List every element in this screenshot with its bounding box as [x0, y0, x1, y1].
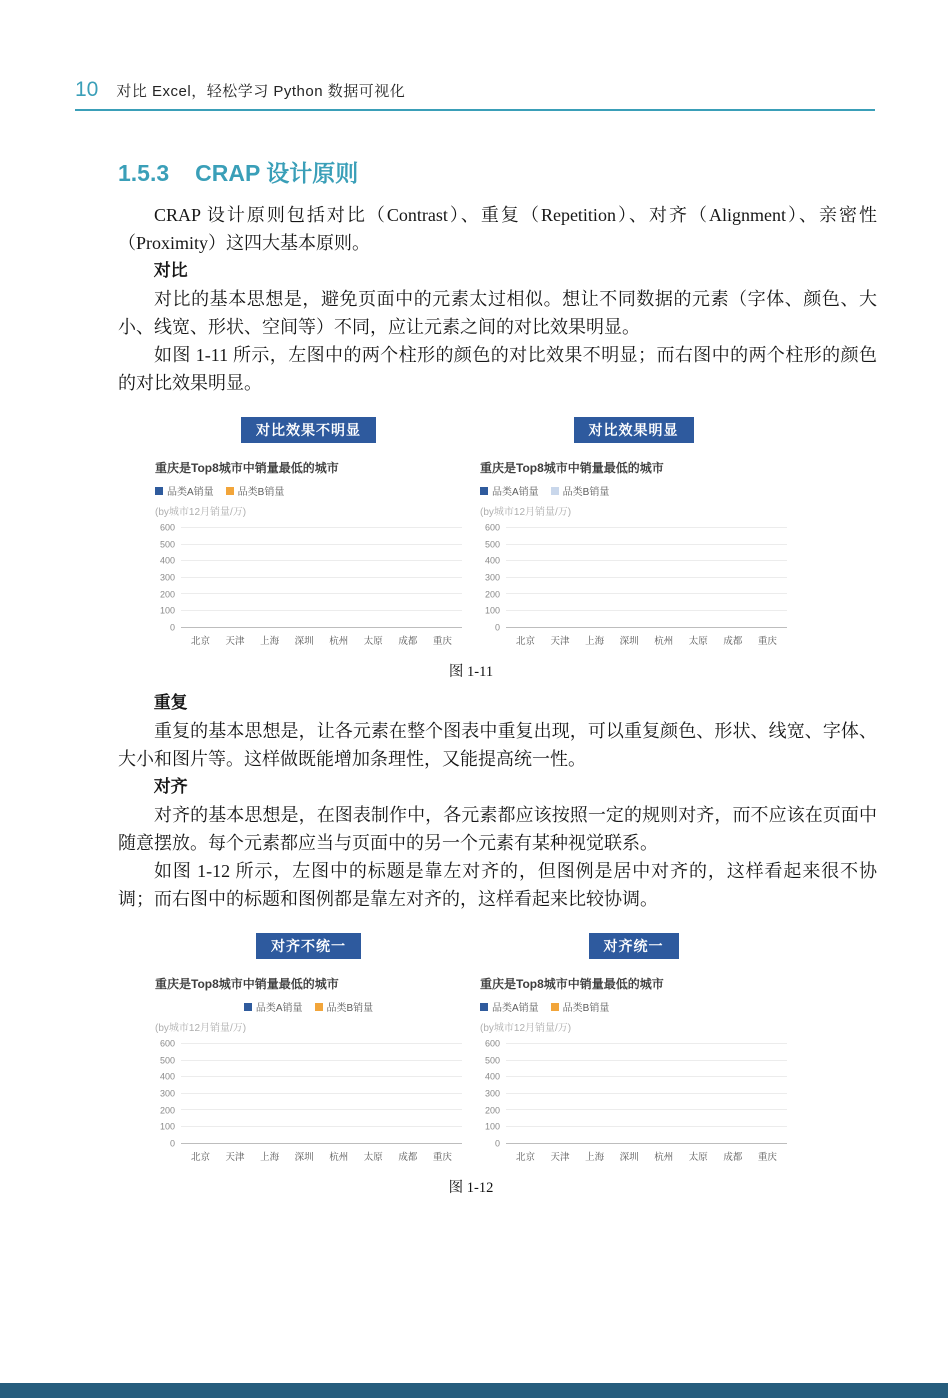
x-tick-label: 深圳 [294, 1152, 314, 1163]
subheading-contrast: 对比 [153, 261, 188, 280]
figure-1-12-right-column [480, 933, 787, 1163]
chart-title: 重庆是Top8城市中销量最低的城市 [155, 461, 339, 475]
y-tick-label: 100 [484, 1121, 500, 1132]
badge-contrast-obvious: 对比效果明显 [574, 417, 694, 443]
paragraph-crap-intro: CRAP 设计原则包括对比（Contrast）、重复（Repetition）、对齐（Alignment）、亲密性（Proximity）这四大基本原则。 [118, 205, 877, 253]
page-content [118, 155, 877, 1197]
plot-area [506, 1044, 787, 1144]
plot-wrap [181, 1044, 462, 1163]
y-tick-label: 600 [159, 522, 175, 533]
plot-wrap [506, 1044, 787, 1163]
figure-1-12-charts [155, 933, 787, 1163]
plot-area [181, 528, 462, 628]
y-tick-label: 0 [494, 1138, 500, 1149]
legend-item [551, 483, 610, 498]
x-tick-label: 太原 [363, 636, 383, 647]
bar-chart-align-consistent [480, 975, 787, 1163]
legend-label: 品类B销量 [326, 1003, 374, 1014]
x-tick-label: 重庆 [757, 636, 777, 647]
chart-legend [480, 999, 787, 1014]
bar-chart-contrast-weak [155, 459, 462, 647]
x-tick-label: 天津 [225, 636, 245, 647]
section-heading [118, 155, 877, 188]
chart-subtitle: (by城市12月销量/万) [480, 507, 572, 518]
figure-1-11-charts [155, 417, 787, 647]
x-tick-label: 北京 [190, 636, 210, 647]
x-tick-label: 成都 [398, 1152, 418, 1163]
y-tick-label: 300 [159, 572, 175, 583]
legend-item [226, 483, 285, 498]
badge-contrast-not-obvious: 对比效果不明显 [241, 417, 376, 443]
x-tick-label: 成都 [398, 636, 418, 647]
figure-1-11-left-column [155, 417, 462, 647]
legend-label: 品类B销量 [562, 1003, 610, 1014]
figure-1-11 [155, 417, 787, 681]
x-tick-label: 成都 [723, 1152, 743, 1163]
legend-swatch-icon [551, 1003, 559, 1011]
y-tick-label: 0 [169, 622, 175, 633]
legend-swatch-icon [226, 487, 234, 495]
section-title: CRAP 设计原则 [195, 160, 359, 186]
legend-label: 品类A销量 [492, 1003, 539, 1014]
x-axis [181, 633, 462, 647]
y-axis [155, 1038, 181, 1149]
paragraph-contrast-1: 对比的基本思想是，避免页面中的元素太过相似。想让不同数据的元素（字体、颜色、大小、线宽、形状、空间等）不同，应让元素之间的对比效果明显。 [118, 289, 877, 337]
y-tick-label: 300 [159, 1088, 175, 1099]
y-tick-label: 100 [159, 605, 175, 616]
x-axis [181, 1149, 462, 1163]
plot-row [480, 522, 787, 647]
plot-row [155, 1038, 462, 1163]
legend-label: 品类B销量 [562, 487, 610, 498]
y-tick-label: 200 [159, 589, 175, 600]
chart-subtitle: (by城市12月销量/万) [155, 1023, 247, 1034]
x-tick-label: 上海 [585, 1152, 605, 1163]
y-axis [155, 522, 181, 633]
plot-area [181, 1044, 462, 1144]
plot-area [506, 528, 787, 628]
figure-1-12-left-column [155, 933, 462, 1163]
y-tick-label: 400 [159, 555, 175, 566]
y-tick-label: 200 [484, 1105, 500, 1116]
paragraph-alignment-1: 对齐的基本思想是，在图表制作中，各元素都应该按照一定的规则对齐，而不应该在页面中随意摆放。每个元素都应当与页面中的另一个元素有某种视觉联系。 [118, 805, 877, 853]
x-tick-label: 北京 [190, 1152, 210, 1163]
x-tick-label: 深圳 [619, 636, 639, 647]
y-tick-label: 0 [169, 1138, 175, 1149]
x-tick-label: 杭州 [329, 636, 349, 647]
legend-item [551, 999, 610, 1014]
x-tick-label: 北京 [515, 636, 535, 647]
x-axis [506, 633, 787, 647]
y-tick-label: 300 [484, 572, 500, 583]
y-tick-label: 600 [159, 1038, 175, 1049]
x-tick-label: 天津 [550, 1152, 570, 1163]
section-number: 1.5.3 [118, 160, 170, 186]
x-tick-label: 太原 [688, 636, 708, 647]
legend-label: 品类A销量 [255, 1003, 303, 1014]
y-tick-label: 500 [159, 539, 175, 550]
x-tick-label: 上海 [260, 636, 280, 647]
figure-1-11-right-column [480, 417, 787, 647]
legend-swatch-icon [315, 1003, 323, 1011]
legend-item [244, 999, 303, 1014]
legend-item [480, 999, 539, 1014]
figure-1-12 [155, 933, 787, 1197]
page-header [75, 78, 875, 111]
badge-align-not-unified: 对齐不统一 [256, 933, 361, 959]
footer-bar [0, 1383, 948, 1398]
y-tick-label: 400 [484, 1071, 500, 1082]
y-tick-label: 100 [484, 605, 500, 616]
legend-label: 品类B销量 [237, 487, 285, 498]
chart-legend [480, 483, 787, 498]
y-tick-label: 500 [484, 1055, 500, 1066]
bar-chart-contrast-strong [480, 459, 787, 647]
y-tick-label: 400 [484, 555, 500, 566]
y-tick-label: 200 [484, 589, 500, 600]
y-tick-label: 400 [159, 1071, 175, 1082]
chart-legend [155, 483, 462, 498]
paragraph-contrast-2: 如图 1-11 所示，左图中的两个柱形的颜色的对比效果不明显；而右图中的两个柱形的颜色的对比效果明显。 [118, 345, 877, 393]
y-axis [480, 1038, 506, 1149]
x-axis [506, 1149, 787, 1163]
legend-swatch-icon [480, 487, 488, 495]
y-tick-label: 200 [159, 1105, 175, 1116]
figure-1-11-caption: 图 1-11 [448, 664, 494, 680]
chart-legend [155, 999, 462, 1014]
bars-layer [506, 1044, 787, 1143]
x-tick-label: 上海 [260, 1152, 280, 1163]
legend-item [315, 999, 374, 1014]
bars-layer [181, 1044, 462, 1143]
chart-title: 重庆是Top8城市中销量最低的城市 [480, 977, 664, 991]
bar-chart-align-inconsistent [155, 975, 462, 1163]
plot-wrap [181, 528, 462, 647]
page-number: 10 [75, 78, 99, 101]
y-tick-label: 600 [484, 522, 500, 533]
book-page [0, 78, 948, 1398]
x-tick-label: 天津 [550, 636, 570, 647]
y-tick-label: 500 [159, 1055, 175, 1066]
legend-item [155, 483, 214, 498]
y-tick-label: 500 [484, 539, 500, 550]
x-tick-label: 重庆 [432, 1152, 452, 1163]
chart-subtitle: (by城市12月销量/万) [155, 507, 247, 518]
y-tick-label: 0 [494, 622, 500, 633]
chart-subtitle: (by城市12月销量/万) [480, 1023, 572, 1034]
plot-wrap [506, 528, 787, 647]
subheading-repetition: 重复 [153, 693, 188, 712]
running-header-title: 对比 Excel，轻松学习 Python 数据可视化 [116, 83, 406, 100]
legend-swatch-icon [480, 1003, 488, 1011]
subheading-alignment: 对齐 [153, 777, 188, 796]
y-axis [480, 522, 506, 633]
plot-row [480, 1038, 787, 1163]
y-tick-label: 600 [484, 1038, 500, 1049]
legend-label: 品类A销量 [167, 487, 214, 498]
x-tick-label: 杭州 [329, 1152, 349, 1163]
x-tick-label: 杭州 [654, 1152, 674, 1163]
chart-title: 重庆是Top8城市中销量最低的城市 [480, 461, 664, 475]
x-tick-label: 重庆 [432, 636, 452, 647]
x-tick-label: 太原 [363, 1152, 383, 1163]
x-tick-label: 上海 [585, 636, 605, 647]
y-tick-label: 100 [159, 1121, 175, 1132]
bars-layer [506, 528, 787, 627]
x-tick-label: 重庆 [757, 1152, 777, 1163]
badge-align-unified: 对齐统一 [589, 933, 679, 959]
paragraph-repetition: 重复的基本思想是，让各元素在整个图表中重复出现，可以重复颜色、形状、线宽、字体、大小和图片等。这样做既能增加条理性，又能提高统一性。 [118, 721, 877, 769]
x-tick-label: 杭州 [654, 636, 674, 647]
x-tick-label: 深圳 [619, 1152, 639, 1163]
chart-title: 重庆是Top8城市中销量最低的城市 [155, 977, 339, 991]
legend-swatch-icon [155, 487, 163, 495]
paragraph-alignment-2: 如图 1-12 所示，左图中的标题是靠左对齐的，但图例是居中对齐的，这样看起来很不协调；而右图中的标题和图例都是靠左对齐的，这样看起来比较协调。 [118, 861, 877, 909]
x-tick-label: 北京 [515, 1152, 535, 1163]
x-tick-label: 深圳 [294, 636, 314, 647]
figure-1-12-caption: 图 1-12 [448, 1180, 494, 1196]
legend-swatch-icon [244, 1003, 252, 1011]
plot-row [155, 522, 462, 647]
legend-label: 品类A销量 [492, 487, 539, 498]
y-tick-label: 300 [484, 1088, 500, 1099]
bars-layer [181, 528, 462, 627]
x-tick-label: 太原 [688, 1152, 708, 1163]
x-tick-label: 成都 [723, 636, 743, 647]
legend-item [480, 483, 539, 498]
legend-swatch-icon [551, 487, 559, 495]
x-tick-label: 天津 [225, 1152, 245, 1163]
